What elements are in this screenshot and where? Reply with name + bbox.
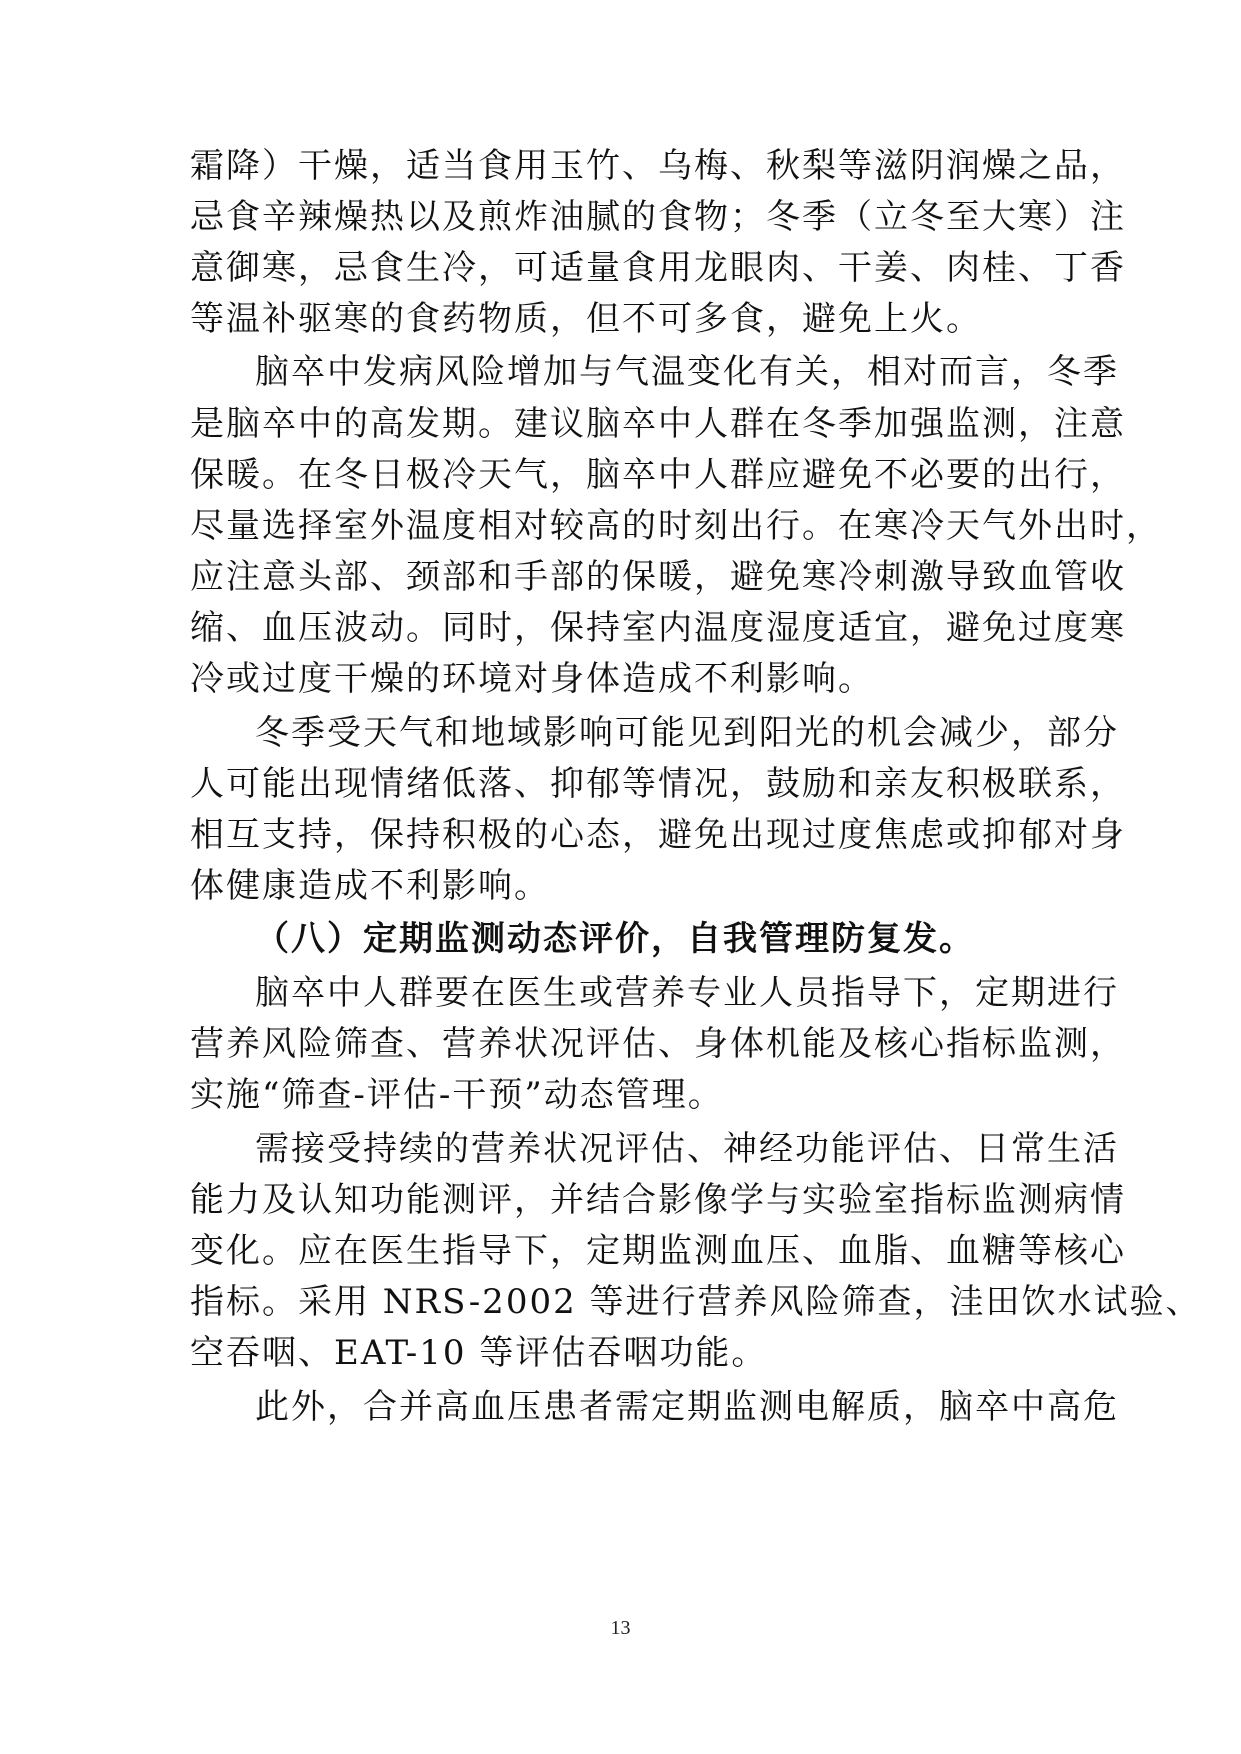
text-line: 脑卒中发病风险增加与气温变化有关，相对而言，冬季 bbox=[255, 352, 1119, 392]
text-line: 体健康造成不利影响。 bbox=[190, 866, 550, 906]
text-line: 冷或过度干燥的环境对身体造成不利影响。 bbox=[190, 659, 874, 699]
text-line: 营养风险筛查、营养状况评估、身体机能及核心指标监测， bbox=[190, 1024, 1126, 1064]
text-line: 忌食辛辣燥热以及煎炸油腻的食物；冬季（立冬至大寒）注 bbox=[190, 197, 1126, 237]
text-line: 等温补驱寒的食药物质，但不可多食，避免上火。 bbox=[190, 299, 982, 339]
text-line: 需接受持续的营养状况评估、神经功能评估、日常生活 bbox=[255, 1129, 1119, 1169]
text-line: 此外，合并高血压患者需定期监测电解质，脑卒中高危 bbox=[255, 1387, 1119, 1427]
text-line: 缩、血压波动。同时，保持室内温度湿度适宜，避免过度寒 bbox=[190, 608, 1126, 648]
text-line: 脑卒中人群要在医生或营养专业人员指导下，定期进行 bbox=[255, 973, 1119, 1013]
page-number: 13 bbox=[610, 1617, 631, 1639]
text-line: 变化。应在医生指导下，定期监测血压、血脂、血糖等核心 bbox=[190, 1231, 1126, 1271]
text-line: 空吞咽、EAT-10 等评估吞咽功能。 bbox=[190, 1333, 768, 1373]
text-line: 能力及认知功能测评，并结合影像学与实验室指标监测病情 bbox=[190, 1180, 1126, 1220]
text-line: 人可能出现情绪低落、抑郁等情况，鼓励和亲友积极联系， bbox=[190, 764, 1126, 804]
text-line: 意御寒，忌食生冷，可适量食用龙眼肉、干姜、肉桂、丁香 bbox=[190, 248, 1126, 288]
text-line: 霜降）干燥，适当食用玉竹、乌梅、秋梨等滋阴润燥之品， bbox=[190, 146, 1126, 186]
text-line: 相互支持，保持积极的心态，避免出现过度焦虑或抑郁对身 bbox=[190, 815, 1126, 855]
section-heading: （八）定期监测动态评价，自我管理防复发。 bbox=[255, 919, 975, 959]
text-line: 指标。采用 NRS-2002 等进行营养风险筛查，洼田饮水试验、 bbox=[190, 1282, 1202, 1322]
text-line: 实施“筛查-评估-干预”动态管理。 bbox=[190, 1075, 724, 1115]
text-line: 冬季受天气和地域影响可能见到阳光的机会减少，部分 bbox=[255, 713, 1119, 753]
text-line: 应注意头部、颈部和手部的保暖，避免寒冷刺激导致血管收 bbox=[190, 557, 1126, 597]
text-line: 尽量选择室外温度相对较高的时刻出行。在寒冷天气外出时， bbox=[190, 506, 1162, 546]
text-line: 是脑卒中的高发期。建议脑卒中人群在冬季加强监测，注意 bbox=[190, 404, 1126, 444]
text-line: 保暖。在冬日极冷天气，脑卒中人群应避免不必要的出行， bbox=[190, 455, 1126, 495]
